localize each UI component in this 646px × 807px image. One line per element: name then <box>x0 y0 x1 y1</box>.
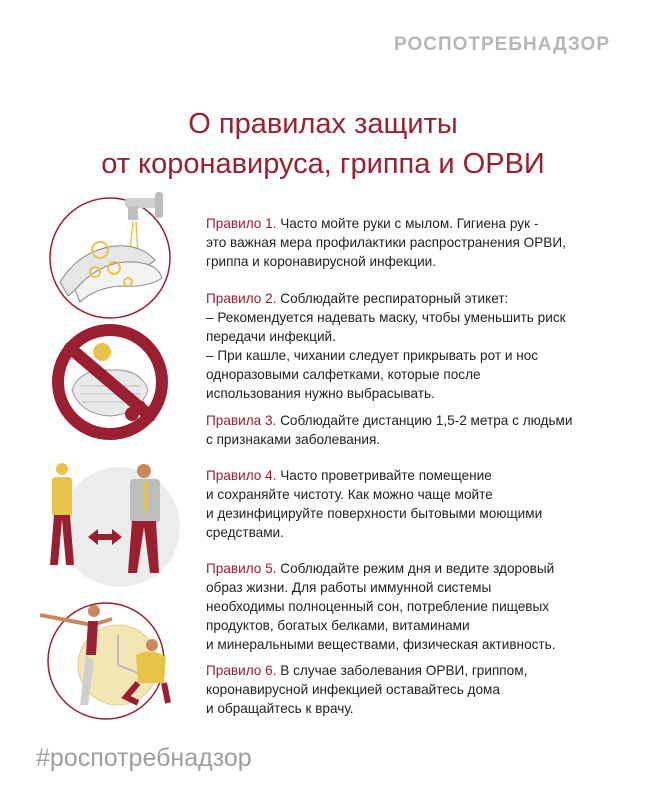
rule-5-text-line-2: образ жизни. Для работы иммунной системы <box>206 580 492 595</box>
rule-6-text-line-1: В случае заболевания ОРВИ, гриппом, <box>280 663 528 678</box>
rule-5-text-line-5: и минеральными веществами, физическая активность. <box>206 637 556 652</box>
rule-5 <box>206 559 618 654</box>
rule-4-text-line-3: и дезинфицируйте поверхности бытовыми моющими <box>206 506 543 521</box>
rule-1-label: Правило 1. <box>206 216 277 231</box>
rule-6-text-line-2: коронавирусной инфекцией оставайтесь дома <box>206 682 500 697</box>
social-distance-icon <box>40 455 200 595</box>
healthy-lifestyle-icon <box>40 585 200 725</box>
rule-5-text-line-4: продуктов, богатых белками, витаминами <box>206 618 470 633</box>
rule-4-text-line-2: и сохраняйте чистоту. Как можно чаще мойте <box>206 487 493 502</box>
rule-3-text-line-1: Соблюдайте дистанцию 1,5-2 метра с людьми <box>280 413 573 428</box>
rule-4 <box>206 466 618 542</box>
rule-2-text-line-6: использования нужно выбрасывать. <box>206 386 435 401</box>
rule-4-text-line-1: Часто проветривайте помещение <box>280 468 492 483</box>
rule-2-label: Правило 2. <box>206 291 277 306</box>
rule-3-label: Правила 3. <box>206 413 277 428</box>
rule-6 <box>206 661 618 718</box>
rule-4-text-line-4: средствами. <box>206 525 284 540</box>
rule-6-label: Правило 6. <box>206 663 277 678</box>
rule-3-text-line-2: с признаками заболевания. <box>206 432 381 447</box>
rule-1-text-line-2: это важная мера профилактики распространения ОРВИ, <box>206 235 566 250</box>
rule-1-text-line-3: гриппа и коронавирусной инфекции. <box>206 254 437 269</box>
rule-2-text-line-2: – Рекомендуется надевать маску, чтобы уменьшить риск <box>206 310 566 325</box>
rule-2-text-line-1: Соблюдайте респираторный этикет: <box>280 291 509 306</box>
rule-4-label: Правило 4. <box>206 468 277 483</box>
hand-washing-icon <box>40 190 200 320</box>
title-line-2: от коронавируса, гриппа и ОРВИ <box>101 148 545 180</box>
page-title <box>0 104 646 184</box>
rule-6-text-line-3: и обращайтесь к врачу. <box>206 701 354 716</box>
rule-1-text-line-1: Часто мойте руки с мылом. Гигиена рук - <box>280 216 539 231</box>
rule-5-text-line-1: Соблюдайте режим дня и ведите здоровый <box>280 561 555 576</box>
rule-2-text-line-4: – При кашле, чихании следует прикрывать рот и нос <box>206 348 539 363</box>
hashtag: #роспотребнадзор <box>36 744 252 772</box>
rule-2-text-line-5: одноразовыми салфетками, которые после <box>206 367 481 382</box>
rule-2-text-line-3: передачи инфекций. <box>206 329 336 344</box>
rule-3 <box>206 411 618 449</box>
rule-5-label: Правило 5. <box>206 561 277 576</box>
rule-5-text-line-3: необходимы полноценный сон, потребление пищевых <box>206 599 550 614</box>
rule-1 <box>206 214 618 271</box>
rule-2 <box>206 289 618 403</box>
title-line-1: О правилах защиты <box>188 108 458 140</box>
mask-prohibition-icon <box>40 318 180 448</box>
brand-logo-text: РОСПОТРЕБНАДЗОР <box>394 34 610 55</box>
